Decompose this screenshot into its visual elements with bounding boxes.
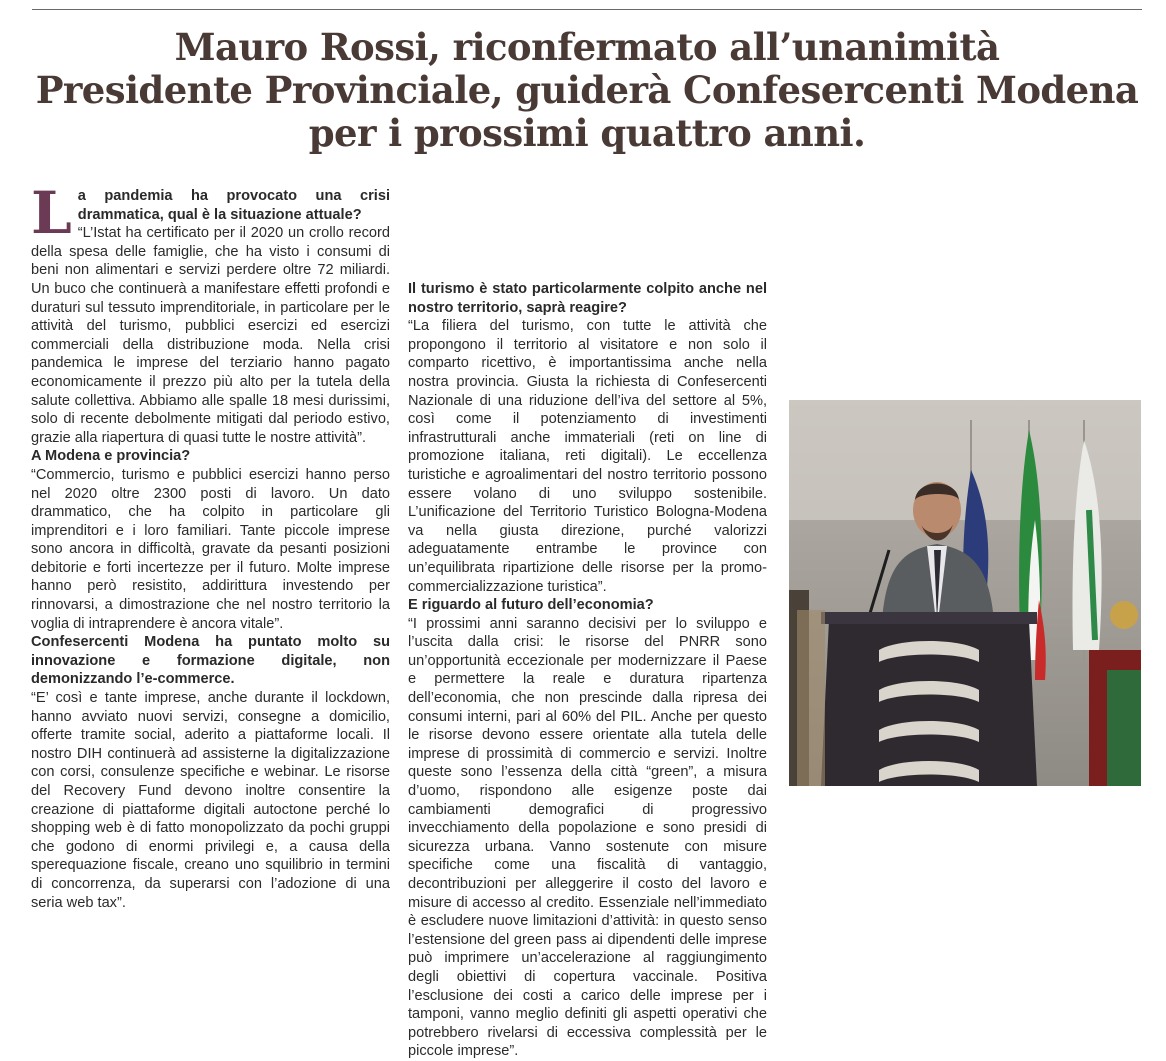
headline-line-3: per i prossimi quattro anni.	[308, 111, 866, 155]
answer-2: “Commercio, turismo e pubblici esercizi hanno perso nel 2020 oltre 2300 posti di lavoro. Un dato drammatico, che ha colpito in particolare gli imprenditori e i loro familiari. Tante piccole imprese sono ancora in difficoltà, gravate da pesanti posizioni debitorie e forti incertezze per il futuro. Molte imprese hanno però resistito, addirittura investendo per rinnovarsi, a dimostrazione che nel nostro territorio la voglia di intraprendere è ancora vitale”.	[31, 466, 390, 632]
question-3: Confesercenti Modena ha puntato molto su innovazione e formazione digitale, non demonizzando l’e-commerce.	[31, 634, 390, 688]
answer-5: “I prossimi anni saranno decisivi per lo sviluppo e l’uscita dalla crisi: le risorse del PNRR sono un’opportunità eccezionale per modernizzare il Paese e permettere la reale e duratura ripartenza dell’economia, che non prescinde dalla ripresa dei consumi interni, pari al 60% del PIL. Anche per questo le risorse devono essere orientate alla tutela delle imprese di prossimità di commercio e servizi. Inoltre queste sono l’essenza della città “green”, a misura d’uomo, rispondono alle esigenze poste dai cambiamenti demografici di progressivo invecchiamento della popolazione e sono presidi di sicurezza urbana. Vanno sostenute con misure specifiche come una fiscalità di vantaggio, decontribuzioni per alleggerire il costo del lavoro e misure di accesso al credito. Essenziale nell’immediato è escludere nuove limitazioni d’attività: in questo senso l’estensione del green pass ai dipendenti delle imprese può imprimere un’accelerazione al raggiungimento degli obiettivi di copertura vaccinale. Positiva l’esclusione dei costi a carico delle imprese per i tamponi, vanno meglio definiti gli aspetti operativi che potrebbero rivelarsi di eccessiva complessità per le piccole imprese”.	[408, 615, 767, 1060]
answer-4: “La filiera del turismo, con tutte le attività che propongono il territorio al visitatore e non solo il comparto ricettivo, è importantissima anche nella nostra provincia. Giusta la richiesta di Confesercenti Nazionale di una riduzione dell’iva del settore al 5%, così come il potenziamento di investimenti infrastrutturali anche immateriali (reti on line di promozione italiana, reti digitali). Le eccellenza turistiche e agroalimentari del nostro territorio possono essere volano di uno sviluppo sostenibile. L’unificazione del Territorio Turistico Bologna-Modena va nella giusta direzione, purché valorizzi adeguatamente entrambe le province con un’equilibrata ripartizione delle risorse per la promo-commercializzazione turistica”.	[408, 318, 767, 595]
answer-3: “E’ così e tante imprese, anche durante il lockdown, hanno avviato nuovi servizi, consegne a domicilio, offerte tramite social, aderito a piattaforme locali. Il nostro DIH continuerà ad assisterne la digitalizzazione con corsi, consulenze specifiche e webinar. Le risorse del Recovery Fund devono inoltre consentire la creazione di piattaforme digitali autoctone perché lo shopping web è di fatto monopolizzato da pochi gruppi che godono di enormi privilegi e, a causa della sperequazione fiscale, creano uno squilibrio in termini di concorrenza, da superarsi con l’adozione di una seria web tax”.	[31, 690, 390, 911]
speaker-at-podium-photo	[789, 400, 1141, 786]
question-5: E riguardo al futuro dell’economia?	[408, 597, 654, 614]
question-1-text: a pandemia ha provocato una crisi drammatica, qual è la situazione attuale?	[77, 188, 390, 223]
column-2	[408, 187, 767, 1060]
column-1	[31, 179, 390, 911]
question-1	[31, 179, 390, 247]
headline	[32, 26, 1142, 155]
top-rule	[32, 9, 1142, 10]
headline-line-2: Presidente Provinciale, guiderà Confesercenti Modena	[35, 68, 1139, 112]
headline-line-1: Mauro Rossi, riconfermato all’unanimità	[174, 25, 1000, 69]
question-2: A Modena e provincia?	[31, 448, 191, 465]
question-4: Il turismo è stato particolarmente colpito anche nel nostro territorio, saprà reagire?	[408, 281, 767, 316]
answer-1: “L’Istat ha certificato per il 2020 un crollo record della spesa delle famiglie, che ha visto i consumi di beni non alimentari e servizi perdere oltre 72 miliardi. Un buco che continuerà a manifestare effetti profondi e duraturi sul tessuto imprenditoriale, in particolare per le attività del turismo, pubblici esercizi ed esercizi commerciali della distribuzione moda. Nella crisi pandemica le imprese del terziario hanno pagato economicamente il prezzo più alto per la tutela della salute collettiva. Abbiamo alle spalle 18 mesi durissimi, solo di recente debolmente mitigati dal periodo estivo, grazie alla riapertura di quasi tutte le nostre attività”.	[31, 225, 390, 446]
photo-illustration	[789, 400, 1141, 786]
drop-cap: L	[31, 179, 72, 247]
column-3	[786, 187, 1142, 392]
